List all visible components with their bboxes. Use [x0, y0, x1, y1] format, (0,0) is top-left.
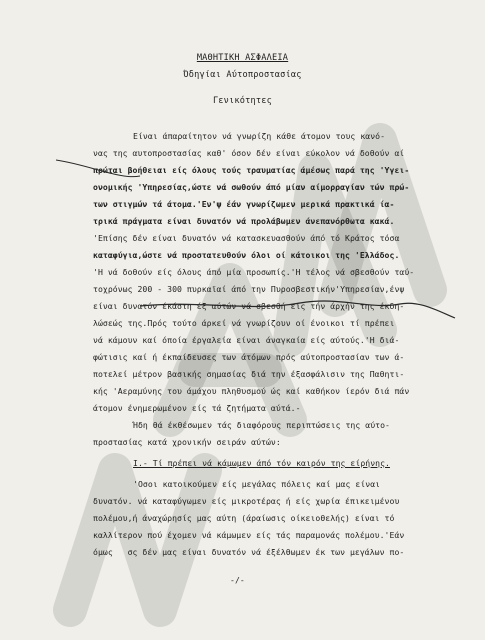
text-line: πρώται βοήθειαι είς όλους τούς τραυματίας άμέσως παρά της 'Υγει-: [93, 165, 410, 175]
text-line: τοχρόνως 200 - 300 πυρκαϊαί άπό την Πυροσβεστικήν'Υπηρεσίαν,ένψ: [93, 284, 405, 294]
text-line: Ήδη θά έκθέσωμεν τάς διαφόρους περιπτώσεις της αύτο-: [133, 420, 390, 430]
text-line: νά κάμουν καί όποία έργαλεία είναι άναγκαία είς αύτούς.'Η διά-: [93, 335, 400, 345]
text-line: πολέμου,ή άναχώρησίς μας αύτη (άραίωσις οίκειοθελής) είναι τό: [93, 513, 395, 523]
text-line: των στιγμών τά άτομα.'Εν'ψ έάν γνωρίζωμεν μερικά πρακτικά ία-: [93, 199, 395, 209]
text-line: όμως σς δέν μας είναι δυνατόν νά έξέλθωμεν έκ των μεγάλων πο-: [93, 547, 405, 557]
text-line: δυνατόν. νά καταφύγωμεν είς μικροτέρας ή είς χωρία έπικειμένου: [93, 496, 400, 506]
text-line: Είναι άπαραίτητον νά γνωρίζη κάθε άτομον τους κανό-: [133, 131, 386, 141]
text-line: καλλίτερον πού έχομεν νά κάμωμεν είς τάς παραμονάς πολέμου.'Εάν: [93, 530, 405, 540]
text-line: ποτελεί μέτρον βασικής σημασίας διά την έξασφάλισιν της Παθητι-: [93, 369, 405, 379]
text-line: φώτισις καί ή έκπαίδευσες των άτόμων πρός αύτοπροστασίαν των ά-: [93, 352, 405, 362]
subsection-heading: I.- Τί πρέπει νά κάμωμεν άπό τόν καιρόν της είρήνης.: [133, 458, 390, 468]
text-line: λώσεώς της.Πρός τούτο άρκεί νά γνωρίζουν οί ένοικοι τί πρέπει: [93, 318, 395, 328]
text-line: είναι δυνατόν έκάστη έξ αύτών νά σβεσθή είς τήν άρχήν της έκδη-: [93, 301, 405, 311]
document-subtitle: Όδηγίαι Αύτοπροστασίας: [183, 70, 302, 80]
text-line: 'Επίσης δέν είναι δυνατόν νά κατασκευασθούν άπό τό Κράτος τόσα: [93, 233, 400, 243]
text-line: τρικά πράγματα είναι δυνατόν νά προλάβωμεν άνεπανόρθωτα κακά.: [93, 216, 395, 226]
continuation-mark: -/-: [230, 575, 245, 585]
text-line: 'Οσοι κατοικούμεν είς μεγάλας πόλεις καί μας είναι: [133, 479, 381, 489]
text-line: νας της αυτοπροστασίας καθ' όσον δέν είναι εύκολον νά δοθούν αί: [93, 148, 405, 158]
text-line: καταφύγια,ώστε νά προστατευθούν όλοι οί κάτοικοι της 'Ελλάδος.: [93, 250, 400, 260]
document-title: ΜΑΘΗΤΙΚΗ ΑΣΦΑΛΕΙΑ: [196, 53, 289, 63]
text-line: 'Η νά δοθούν είς όλους άπό μία προσωπίς.'Η τέλος νά σβεσθούν ταύ-: [93, 267, 415, 277]
text-line: κής 'Αεραμύνης του άμάχου πληθυσμού ώς καί καθήκον ίερόν διά πάν: [93, 386, 410, 396]
section-heading: Γενικότητες: [212, 96, 273, 106]
text-line: άτομον ένημερωμένον είς τά ζητήματα αύτά.-: [93, 403, 301, 413]
text-line: προστασίας κατά χρονικήν σειράν αύτών:: [93, 437, 281, 447]
text-line: ονομικής 'Υπηρεσίας,ώστε νά σωθούν άπό μίαν αίμορραγίαν τών πρώ-: [93, 182, 410, 192]
